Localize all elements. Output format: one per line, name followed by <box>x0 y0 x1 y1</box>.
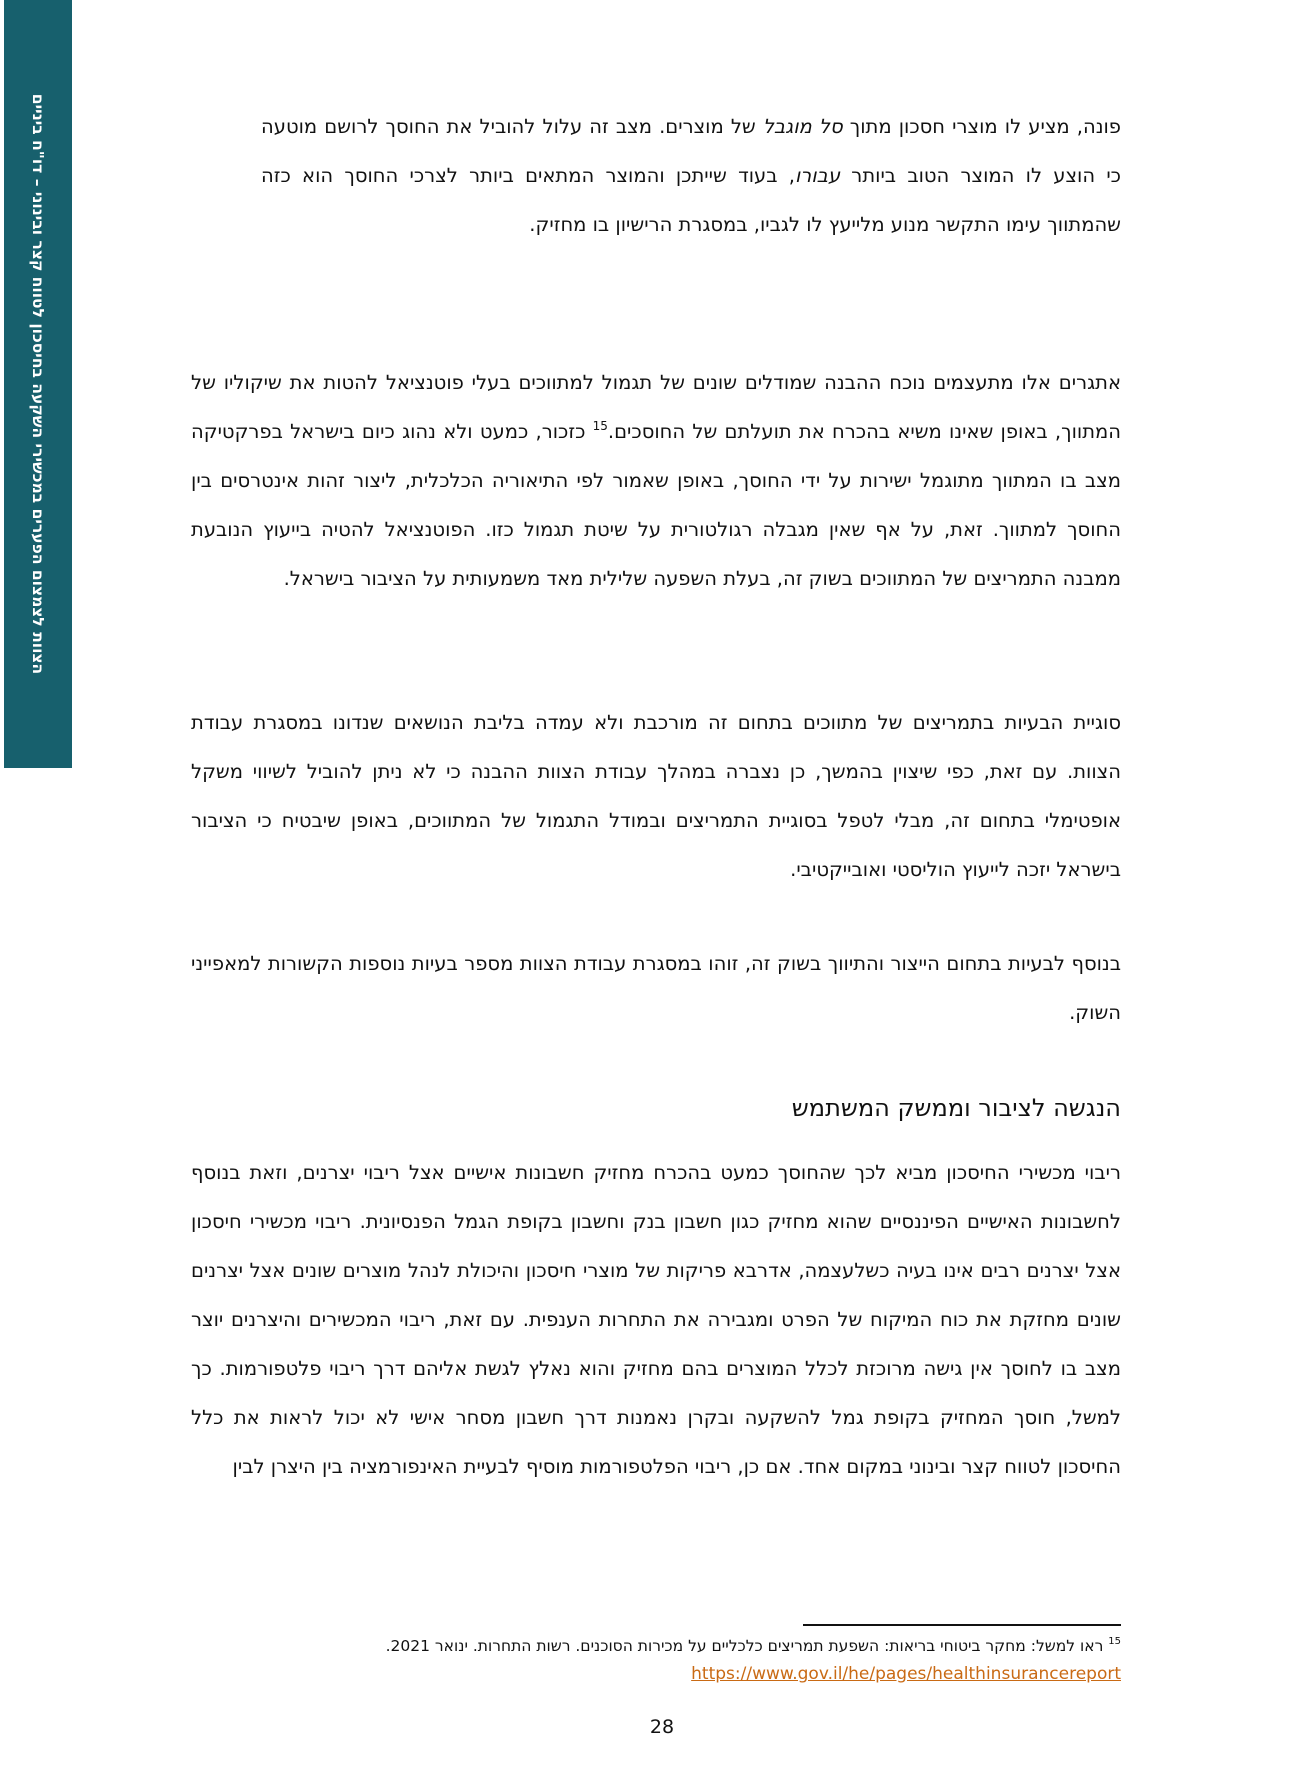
page-number: 28 <box>649 1716 675 1738</box>
emphasis-limited-basket: סל מוגבל <box>762 115 843 138</box>
emphasis-for-him: עבורו <box>794 164 841 187</box>
section-heading: הנגשה לציבור וממשק המשתמש <box>791 1094 1121 1122</box>
footnote-divider <box>803 1624 1121 1626</box>
paragraph-2: אתגרים אלו מתעצמים נוכח ההבנה שמודלים שונים של תגמול למתווכים בעלי פוטנציאל להטות את שיקוליו של המתווך, באופן שאינו משיא בהכרח את תועלתם של החוסכים.$^{15}$ כזכור, כמעט ולא נהוג כיום בישראל בפרקטיקה מצב בו המתווך מתוגמל ישירות על ידי החוסך, באופן שאמור לפי התיאוריה הכלכלית, ליצור זהות אינטרסים בין החוסך למתווך. זאת, על אף שאין מגבלה רגולטורית על שיטת תגמול כזו. הפוטנציאל להטיה בייעוץ הנובעת ממבנה התמריצים של המתווכים בשוק זה, בעלת השפעה שלילית מאד משמעותית על הציבור בישראל. <box>191 371 1122 590</box>
footnote-text-line <box>386 1637 1121 1655</box>
sidebar-title: הצוות לצמצום הפערים במכשירי השקעה בחיסכון לטווח קצר ובינוני – דו"ח ביניים <box>29 93 47 675</box>
paragraph-4: בנוסף לבעיות בתחום הייצור והתיווך בשוק זה, זוהו במסגרת עבודת הצוות מספר בעיות נוספות הקשורות למאפייני השוק. <box>191 952 1121 1024</box>
footnote-text: ראו למשל: מחקר ביטוחי בריאות: השפעת תמריצים כלכליים על מכירות הסוכנים. רשות התחרות. ינואר 2021. <box>385 1637 1109 1655</box>
paragraph-5: ריבוי מכשירי החיסכון מביא לכך שהחוסך כמעט בהכרח מחזיק חשבונות אישיים אצל ריבוי יצרנים, וזאת בנוסף לחשבונות האישיים הפיננסיים שהוא מחזיק כגון חשבון בנק וחשבון בקופת הגמל הפנסיונית. ריבוי מכשירי חיסכון אצל יצרנים רבים אינו בעיה כשלעצמה, אדרבא פריקות של מוצרי חיסכון והיכולת לנהל מוצרים שונים אצל יצרנים שונים מחזקת את כוח המיקוח של הפרט ומגבירה את התחרות הענפית. עם זאת, ריבוי המכשירים והיצרנים יוצר מצב בו לחוסך אין גישה מרוכזת לכלל המוצרים בהם מחזיק והוא נאלץ לגשת אליהם דרך ריבוי פלטפורמות. כך למשל, חוסך המחזיק בקופת גמל להשקעה ובקרן נאמנות דרך חשבון מסחר אישי לא יכול לראות את כלל החיסכון לטווח קצר ובינוני במקום אחד. אם כן, ריבוי הפלטפורמות מוסיף לבעיית האינפורמציה בין היצרן לבין <box>191 1161 1121 1478</box>
paragraph-1: פונה, מציע לו מוצרי חסכון מתוך סל מוגבל של מוצרים. מצב זה עלול להוביל את החוסך לרושם מוטעה כי הוצע לו המוצר הטוב ביותר עבורו, בעוד שייתכן והמוצר המתאים ביותר לצרכי החוסך הוא כזה שהמתווך עימו התקשר מנוע מלייעץ לו לגביו, במסגרת הרישיון בו מחזיק. <box>261 115 1121 236</box>
footnote-link[interactable]: https://www.gov.il/he/pages/healthinsurancereport <box>691 1664 1121 1684</box>
footnote <box>191 1632 1121 1688</box>
footnote-reference[interactable]: 15 <box>592 419 608 433</box>
footnote-number: 15 <box>1108 1636 1121 1647</box>
sidebar-tab <box>4 0 72 768</box>
paragraph-3: סוגיית הבעיות בתמריצים של מתווכים בתחום זה מורכבת ולא עמדה בליבת הנושאים שנדונו במסגרת עבודת הצוות. עם זאת, כפי שיצוין בהמשך, כן נצברה במהלך עבודת הצוות ההבנה כי לא ניתן להוביל לשיווי משקל אופטימלי בתחום זה, מבלי לטפל בסוגיית התמריצים ובמודל התגמול של המתווכים, באופן שיבטיח כי הציבור בישראל יזכה לייעוץ הוליסטי ואובייקטיבי. <box>191 711 1121 881</box>
